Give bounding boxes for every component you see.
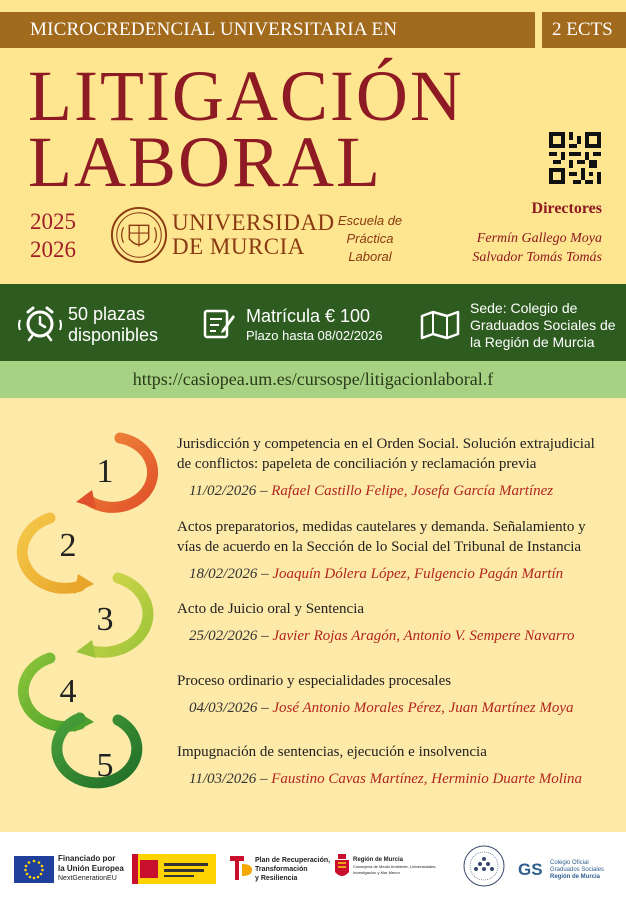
directors-heading: Directores bbox=[531, 200, 602, 217]
title-line-2: LABORAL bbox=[28, 122, 382, 202]
colegio-line-3: Región de Murcia bbox=[550, 874, 601, 880]
eu-funding-logo bbox=[58, 854, 124, 884]
session-speakers: José Antonio Morales Pérez, Juan Martínez Moya bbox=[272, 700, 574, 716]
session-meta bbox=[189, 481, 607, 501]
session-date: 11/03/2026 – bbox=[189, 771, 268, 787]
alarm-clock-icon bbox=[18, 304, 62, 342]
eu-line-3: NextGenerationEU bbox=[58, 875, 117, 882]
gs-logo-text: GS bbox=[518, 860, 543, 879]
university-name-line-2: DE MURCIA bbox=[172, 234, 305, 259]
session-speakers: Faustino Cavas Martínez, Herminio Duarte Molina bbox=[271, 771, 583, 787]
session-date: 11/02/2026 – bbox=[189, 483, 268, 499]
region-murcia-logo bbox=[353, 856, 436, 876]
course-url-link[interactable]: https://casiopea.um.es/cursospe/litigacionlaboral.f bbox=[132, 369, 494, 389]
session-item bbox=[177, 434, 595, 501]
training-center-seal-icon bbox=[462, 844, 506, 888]
session-title: de conflictos: papeleta de conciliación y reclamación previa bbox=[177, 456, 537, 472]
venue-line-1: Sede: Colegio de bbox=[470, 300, 578, 316]
banner-text: MICROCREDENCIAL UNIVERSITARIA EN bbox=[30, 19, 398, 40]
director-name: Salvador Tomás Tomás bbox=[472, 250, 602, 265]
session-date: 04/03/2026 – bbox=[189, 700, 269, 716]
school-name bbox=[332, 212, 408, 266]
university-name bbox=[172, 211, 335, 259]
registration-form-icon bbox=[202, 306, 236, 340]
numbered-arrows-spiral bbox=[0, 398, 175, 832]
university-name-line-1: UNIVERSIDAD bbox=[172, 210, 335, 235]
session-meta bbox=[189, 698, 574, 718]
colegio-line-1: Colegio Oficial bbox=[550, 860, 589, 866]
recovery-line-2: Transformación bbox=[255, 866, 308, 873]
microcredential-banner bbox=[0, 12, 535, 48]
directors-list bbox=[472, 229, 602, 267]
session-title: Proceso ordinario y especialidades procesales bbox=[177, 673, 452, 689]
session-speakers: Javier Rojas Aragón, Antonio V. Sempere Navarro bbox=[272, 628, 575, 644]
session-number: 1 bbox=[96, 453, 114, 490]
session-number: 3 bbox=[96, 601, 114, 638]
session-speakers: Rafael Castillo Felipe, Josefa García Martínez bbox=[271, 483, 554, 499]
arrow-head-3 bbox=[76, 640, 96, 658]
course-url-bar bbox=[0, 361, 626, 398]
year-end: 2026 bbox=[30, 237, 76, 262]
university-seal-icon bbox=[110, 206, 168, 264]
ects-badge bbox=[542, 12, 626, 48]
session-date: 25/02/2026 – bbox=[189, 628, 269, 644]
session-meta bbox=[189, 564, 598, 584]
venue-line-2: Graduados Sociales de bbox=[470, 317, 616, 333]
recovery-line-3: y Resiliencia bbox=[255, 875, 298, 882]
session-item bbox=[177, 599, 575, 646]
seats-line-1: 50 plazas bbox=[68, 304, 146, 324]
seats-available bbox=[68, 304, 158, 346]
qr-code-icon[interactable] bbox=[549, 132, 601, 184]
venue-line-3: la Región de Murcia bbox=[470, 334, 595, 350]
session-item bbox=[177, 671, 574, 718]
eu-line-1: Financiado por bbox=[58, 854, 116, 863]
session-meta bbox=[189, 769, 582, 789]
session-title: vías de acuerdo en la Sección de lo Social del Tribunal de Instancia bbox=[177, 539, 582, 555]
session-title: Jurisdicción y competencia en el Orden Social. Solución extrajudicial bbox=[177, 436, 595, 452]
director-name: Fermín Gallego Moya bbox=[476, 231, 602, 246]
recovery-line-1: Plan de Recuperación, bbox=[255, 857, 331, 864]
region-line-3: Investigación y Mar Menor bbox=[353, 870, 400, 875]
recovery-plan-icon bbox=[230, 856, 252, 880]
enrollment-info bbox=[246, 306, 383, 344]
colegio-logo bbox=[550, 860, 604, 881]
map-icon bbox=[420, 310, 460, 340]
session-title: Impugnación de sentencias, ejecución e insolvencia bbox=[177, 744, 487, 760]
region-line-2: Consejería de Medio Ambiente, Universidades, bbox=[353, 864, 437, 869]
colegio-line-2: Graduados Sociales bbox=[550, 867, 605, 873]
session-speakers: Joaquín Dólera López, Fulgencio Pagán Martín bbox=[272, 566, 564, 582]
header-section bbox=[0, 0, 626, 284]
title-line-1: LITIGACIÓN bbox=[28, 56, 464, 136]
session-title: Acto de Juicio oral y Sentencia bbox=[177, 601, 365, 617]
session-number: 4 bbox=[59, 673, 77, 710]
sponsor-footer bbox=[0, 832, 626, 897]
session-item bbox=[177, 517, 586, 584]
spanish-ministry-logo-icon bbox=[132, 854, 216, 884]
academic-years bbox=[30, 208, 76, 264]
info-bar bbox=[0, 284, 626, 361]
region-murcia-crest-icon bbox=[334, 854, 350, 880]
venue-info bbox=[470, 300, 616, 351]
session-date: 18/02/2026 – bbox=[189, 566, 269, 582]
session-number: 2 bbox=[59, 527, 77, 564]
recovery-plan-logo bbox=[255, 856, 330, 883]
school-name-line-2: Práctica bbox=[346, 231, 394, 246]
session-item bbox=[177, 742, 583, 789]
enrollment-deadline: Plazo hasta 08/02/2026 bbox=[246, 328, 383, 343]
school-name-line-1: Escuela de bbox=[337, 213, 403, 228]
seats-line-2: disponibles bbox=[68, 325, 159, 345]
year-start: 2025 bbox=[30, 209, 76, 234]
eu-line-2: la Unión Europea bbox=[58, 864, 124, 873]
session-title: Actos preparatorios, medidas cautelares y demanda. Señalamiento y bbox=[177, 519, 586, 535]
region-line-1: Región de Murcia bbox=[353, 857, 404, 863]
session-meta bbox=[189, 626, 575, 646]
school-name-line-3: Laboral bbox=[348, 249, 392, 264]
eu-flag-icon bbox=[14, 856, 54, 883]
session-number: 5 bbox=[96, 747, 114, 784]
arrow-head-2 bbox=[74, 574, 94, 594]
ects-text: 2 ECTS bbox=[552, 19, 613, 40]
arrow-head-1 bbox=[76, 490, 96, 508]
enrollment-fee: Matrícula € 100 bbox=[246, 306, 371, 326]
